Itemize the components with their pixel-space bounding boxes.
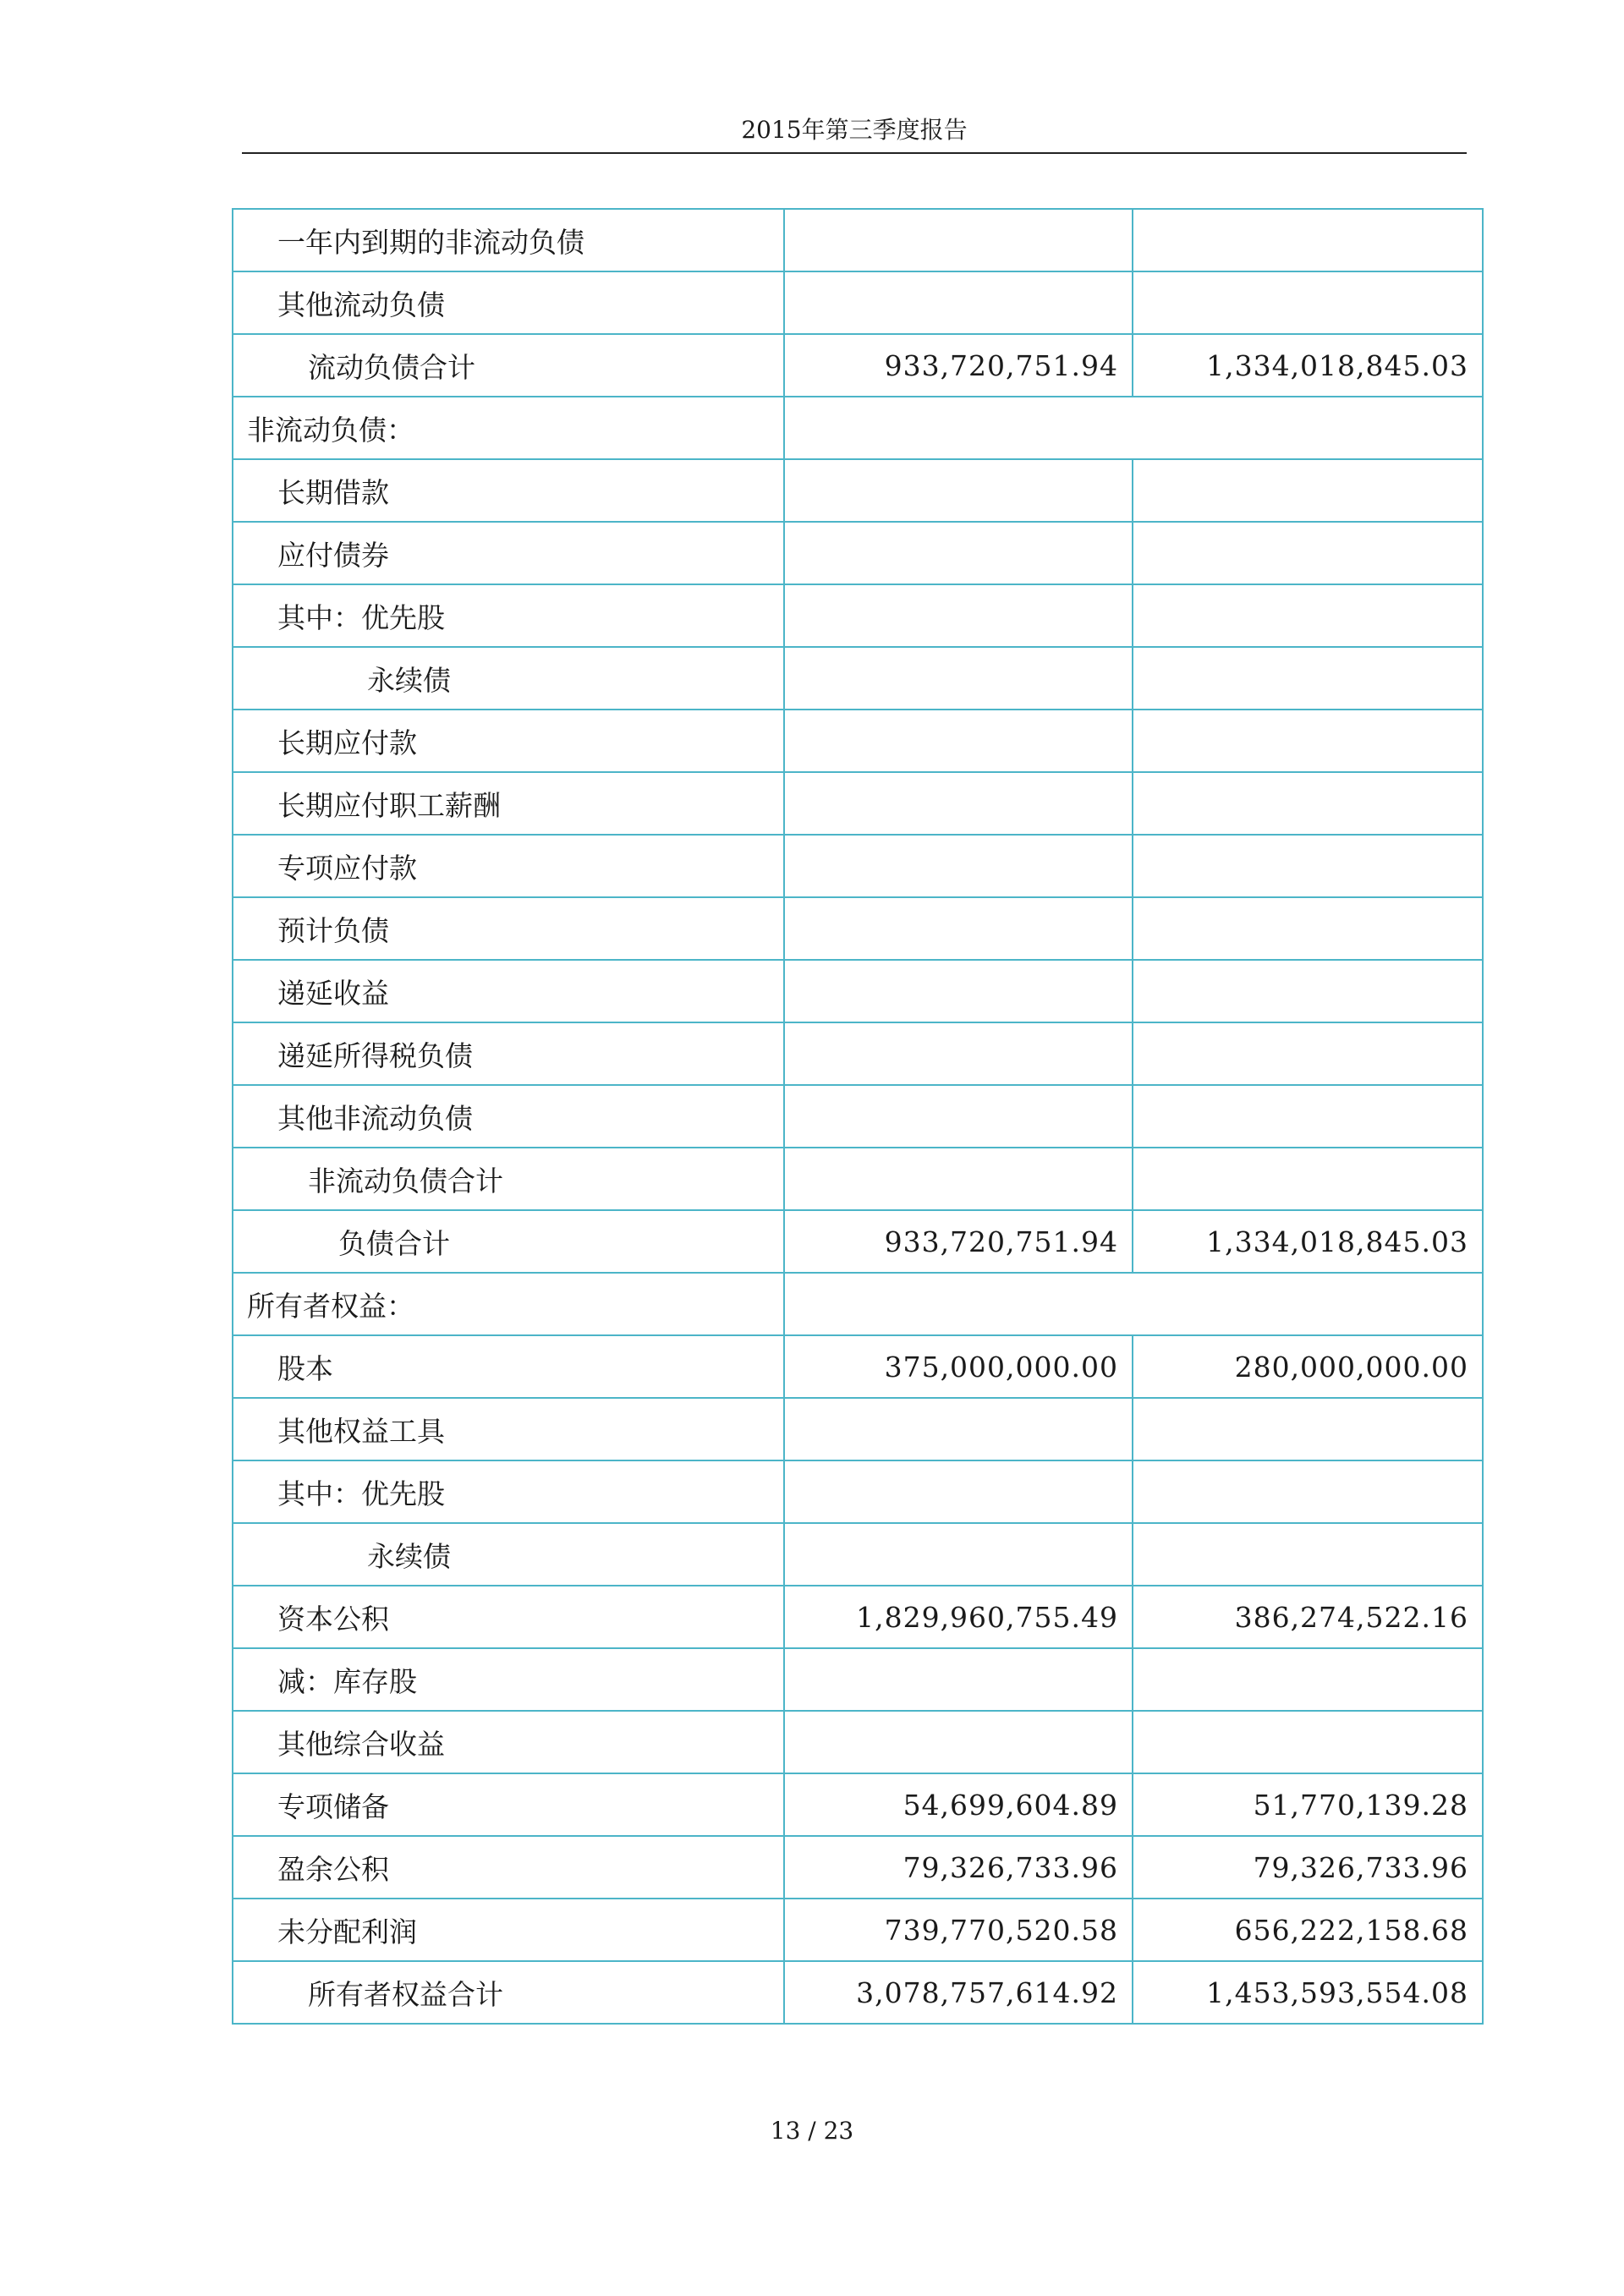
previous-value bbox=[1133, 271, 1483, 334]
row-label: 一年内到期的非流动负债 bbox=[233, 209, 784, 271]
previous-value bbox=[1133, 584, 1483, 647]
current-value bbox=[784, 772, 1133, 835]
current-value: 3,078,757,614.92 bbox=[784, 1961, 1133, 2024]
section-row bbox=[233, 397, 1483, 459]
row-label: 预计负债 bbox=[233, 897, 784, 960]
row-label: 其他非流动负债 bbox=[233, 1085, 784, 1148]
current-value bbox=[784, 960, 1133, 1022]
table-row bbox=[233, 772, 1483, 835]
table-row bbox=[233, 209, 1483, 271]
table-row bbox=[233, 1398, 1483, 1460]
row-label: 长期应付职工薪酬 bbox=[233, 772, 784, 835]
current-value: 933,720,751.94 bbox=[784, 1210, 1133, 1273]
current-value bbox=[784, 584, 1133, 647]
previous-value: 280,000,000.00 bbox=[1133, 1335, 1483, 1398]
previous-value: 51,770,139.28 bbox=[1133, 1773, 1483, 1836]
table-row bbox=[233, 271, 1483, 334]
table-row bbox=[233, 897, 1483, 960]
current-value bbox=[784, 710, 1133, 772]
table-row bbox=[233, 1523, 1483, 1586]
row-label: 其他综合收益 bbox=[233, 1711, 784, 1773]
current-value bbox=[784, 1523, 1133, 1586]
previous-value bbox=[1133, 209, 1483, 271]
row-label: 长期借款 bbox=[233, 459, 784, 522]
table-row bbox=[233, 1210, 1483, 1273]
row-label: 盈余公积 bbox=[233, 1836, 784, 1899]
section-row bbox=[233, 1273, 1483, 1335]
previous-value bbox=[1133, 772, 1483, 835]
section-label: 所有者权益： bbox=[233, 1273, 784, 1335]
row-label: 减：库存股 bbox=[233, 1648, 784, 1711]
table-row bbox=[233, 334, 1483, 397]
table-row bbox=[233, 835, 1483, 897]
table-row bbox=[233, 1085, 1483, 1148]
row-label: 永续债 bbox=[233, 1523, 784, 1586]
current-value bbox=[784, 1022, 1133, 1085]
table-row bbox=[233, 647, 1483, 710]
row-label: 其他权益工具 bbox=[233, 1398, 784, 1460]
previous-value bbox=[1133, 710, 1483, 772]
table-row bbox=[233, 960, 1483, 1022]
previous-value: 79,326,733.96 bbox=[1133, 1836, 1483, 1899]
previous-value: 656,222,158.68 bbox=[1133, 1899, 1483, 1961]
table-row bbox=[233, 522, 1483, 584]
current-value bbox=[784, 522, 1133, 584]
current-value bbox=[784, 1085, 1133, 1148]
row-label: 股本 bbox=[233, 1335, 784, 1398]
previous-value bbox=[1133, 1398, 1483, 1460]
table-row bbox=[233, 1961, 1483, 2024]
current-value bbox=[784, 459, 1133, 522]
row-label: 永续债 bbox=[233, 647, 784, 710]
row-label: 流动负债合计 bbox=[233, 334, 784, 397]
row-label: 应付债券 bbox=[233, 522, 784, 584]
section-value bbox=[784, 1273, 1483, 1335]
current-value: 1,829,960,755.49 bbox=[784, 1586, 1133, 1648]
current-value bbox=[784, 835, 1133, 897]
row-label: 所有者权益合计 bbox=[233, 1961, 784, 2024]
page-number: 13 / 23 bbox=[770, 2117, 854, 2145]
current-value bbox=[784, 1460, 1133, 1523]
previous-value bbox=[1133, 1148, 1483, 1210]
balance-sheet-table bbox=[232, 208, 1484, 2025]
table-row bbox=[233, 710, 1483, 772]
current-value: 933,720,751.94 bbox=[784, 334, 1133, 397]
row-label: 专项应付款 bbox=[233, 835, 784, 897]
previous-value bbox=[1133, 897, 1483, 960]
section-label: 非流动负债： bbox=[233, 397, 784, 459]
table-row bbox=[233, 1648, 1483, 1711]
current-value: 79,326,733.96 bbox=[784, 1836, 1133, 1899]
current-value: 54,699,604.89 bbox=[784, 1773, 1133, 1836]
current-value bbox=[784, 1648, 1133, 1711]
row-label: 未分配利润 bbox=[233, 1899, 784, 1961]
previous-value bbox=[1133, 647, 1483, 710]
previous-value bbox=[1133, 960, 1483, 1022]
current-value bbox=[784, 1148, 1133, 1210]
row-label: 递延收益 bbox=[233, 960, 784, 1022]
previous-value bbox=[1133, 1648, 1483, 1711]
page-footer bbox=[0, 2114, 1624, 2148]
table-row bbox=[233, 1899, 1483, 1961]
table-row bbox=[233, 1148, 1483, 1210]
previous-value bbox=[1133, 1022, 1483, 1085]
current-value bbox=[784, 647, 1133, 710]
table-row bbox=[233, 1335, 1483, 1398]
row-label: 非流动负债合计 bbox=[233, 1148, 784, 1210]
table-row bbox=[233, 584, 1483, 647]
table-row bbox=[233, 1022, 1483, 1085]
row-label: 资本公积 bbox=[233, 1586, 784, 1648]
row-label: 负债合计 bbox=[233, 1210, 784, 1273]
section-value bbox=[784, 397, 1483, 459]
table-row bbox=[233, 1586, 1483, 1648]
row-label: 其他流动负债 bbox=[233, 271, 784, 334]
previous-value: 1,334,018,845.03 bbox=[1133, 334, 1483, 397]
current-value bbox=[784, 271, 1133, 334]
row-label: 长期应付款 bbox=[233, 710, 784, 772]
row-label: 其中：优先股 bbox=[233, 584, 784, 647]
previous-value bbox=[1133, 459, 1483, 522]
current-value bbox=[784, 897, 1133, 960]
previous-value bbox=[1133, 1460, 1483, 1523]
row-label: 递延所得税负债 bbox=[233, 1022, 784, 1085]
page-header bbox=[242, 112, 1467, 154]
current-value bbox=[784, 209, 1133, 271]
table-row bbox=[233, 1711, 1483, 1773]
previous-value bbox=[1133, 835, 1483, 897]
previous-value bbox=[1133, 1711, 1483, 1773]
previous-value: 1,453,593,554.08 bbox=[1133, 1961, 1483, 2024]
previous-value bbox=[1133, 522, 1483, 584]
previous-value: 1,334,018,845.03 bbox=[1133, 1210, 1483, 1273]
current-value bbox=[784, 1398, 1133, 1460]
row-label: 专项储备 bbox=[233, 1773, 784, 1836]
previous-value bbox=[1133, 1523, 1483, 1586]
table-row bbox=[233, 459, 1483, 522]
table-row bbox=[233, 1773, 1483, 1836]
report-title: 2015年第三季度报告 bbox=[741, 116, 968, 144]
previous-value bbox=[1133, 1085, 1483, 1148]
row-label: 其中：优先股 bbox=[233, 1460, 784, 1523]
current-value: 739,770,520.58 bbox=[784, 1899, 1133, 1961]
current-value bbox=[784, 1711, 1133, 1773]
current-value: 375,000,000.00 bbox=[784, 1335, 1133, 1398]
previous-value: 386,274,522.16 bbox=[1133, 1586, 1483, 1648]
table-row bbox=[233, 1460, 1483, 1523]
table-row bbox=[233, 1836, 1483, 1899]
